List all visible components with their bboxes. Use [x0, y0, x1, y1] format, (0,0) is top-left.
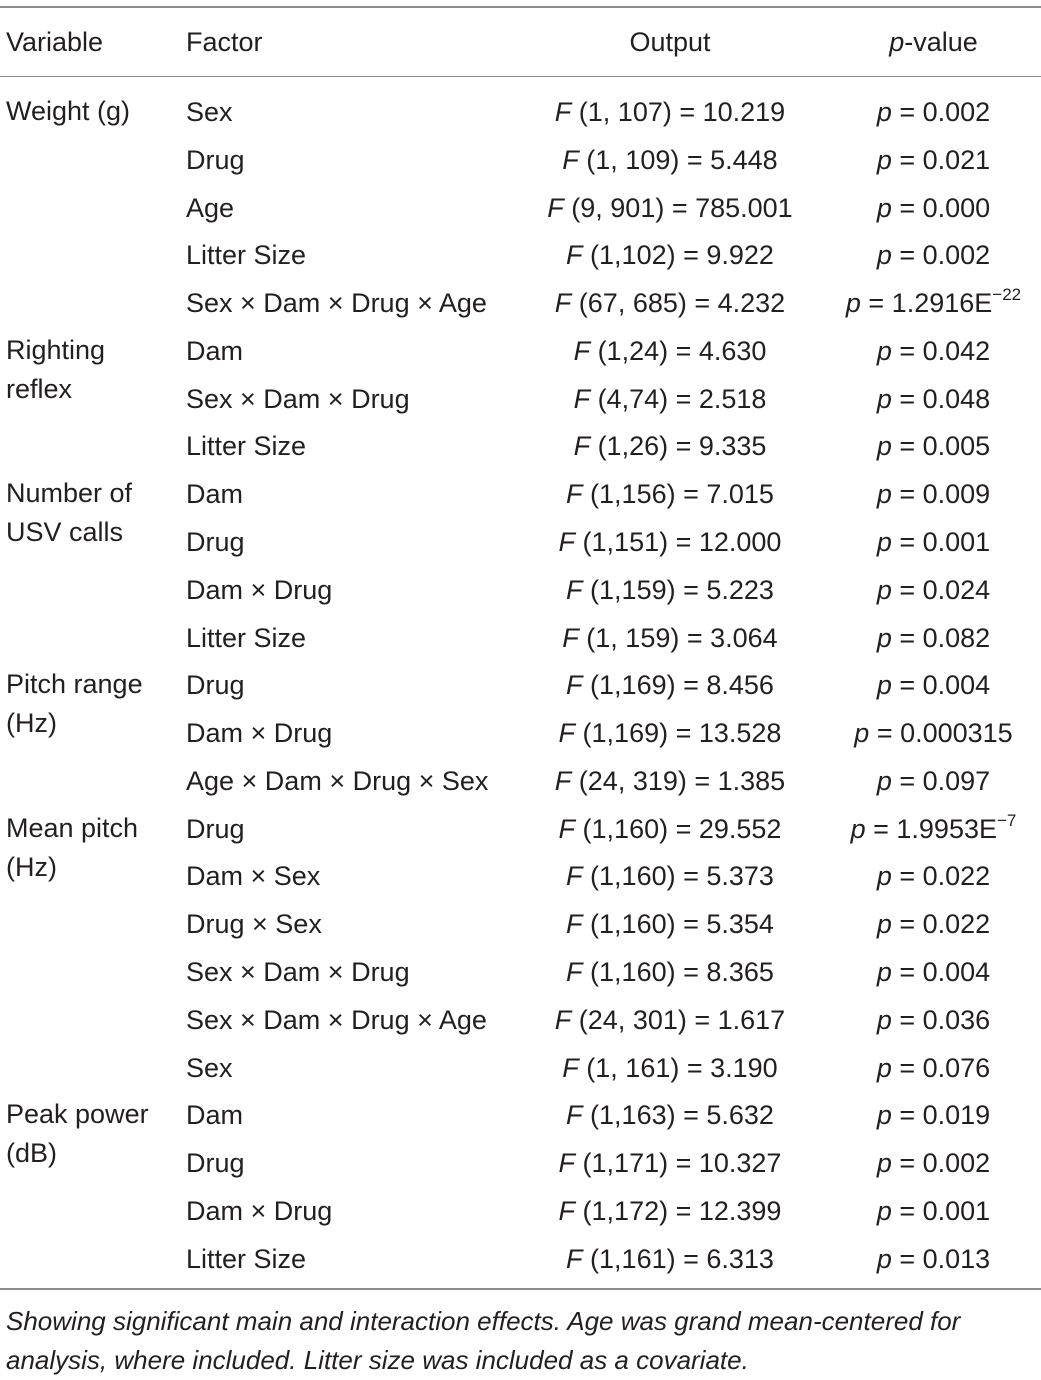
- p-symbol: p: [876, 765, 892, 796]
- pvalue-cell: p = 0.076: [876, 1052, 991, 1083]
- pvalue-cell: p = 0.097: [876, 765, 991, 796]
- stat-symbol: F: [558, 1195, 576, 1226]
- output-cell: F (1, 161) = 3.190: [562, 1052, 778, 1083]
- factor-cell: Sex × Dam × Drug: [186, 957, 410, 988]
- pvalue-cell: $p = 1.9953E^{-7}$: [850, 810, 1017, 844]
- factor-cell: Litter Size: [186, 240, 307, 271]
- output-cell: F (1,169) = 8.456: [566, 670, 774, 701]
- pvalue-cell: p = 0.048: [876, 383, 991, 414]
- pvalue-cell: p = 0.002: [876, 97, 991, 127]
- output-cell: F (1,102) = 9.922: [566, 240, 774, 271]
- stat-symbol: F: [566, 1100, 583, 1131]
- factor-cell: Dam: [186, 1100, 244, 1131]
- pvalue-cell: p = 0.022: [876, 909, 991, 940]
- pvalue-cell: p = 0.000: [876, 192, 991, 223]
- p-symbol: p: [876, 670, 892, 701]
- stat-symbol: F: [558, 813, 576, 844]
- p-symbol: p: [876, 861, 892, 892]
- factor-cell: Drug × Sex: [186, 909, 322, 940]
- p-symbol: p: [876, 240, 892, 271]
- output-cell: F (4,74) = 2.518: [573, 383, 767, 414]
- p-symbol: p: [876, 574, 892, 605]
- stat-symbol: F: [554, 765, 572, 796]
- header-pvalue-symbol: p: [889, 27, 905, 57]
- factor-cell: Dam: [186, 335, 244, 366]
- pvalue-cell: p = 0.021: [876, 144, 991, 175]
- pvalue-cell: p = 0.042: [876, 335, 991, 366]
- factor-cell: Dam × Sex: [186, 861, 321, 892]
- factor-cell: Drug: [186, 144, 245, 175]
- p-symbol: p: [876, 192, 892, 223]
- output-cell: F (24, 319) = 1.385: [554, 765, 786, 796]
- stat-symbol: F: [562, 622, 579, 653]
- output-cell: F (1,171) = 10.327: [558, 1148, 782, 1179]
- table-bottom-rule: [0, 1288, 1041, 1290]
- output-cell: F (1,172) = 12.399: [558, 1195, 782, 1226]
- factor-cell: Dam × Drug: [186, 574, 333, 605]
- pvalue-cell: p = 0.000315: [854, 718, 1013, 749]
- table-top-rule: [0, 6, 1041, 8]
- output-cell: F (1,169) = 13.528: [558, 718, 782, 749]
- variable-label: Peak power (dB): [6, 1099, 149, 1169]
- p-exponent: −7: [997, 810, 1017, 830]
- output-cell: F (24, 301) = 1.617: [554, 1004, 786, 1035]
- factor-cell: Age: [186, 192, 235, 223]
- output-cell: F (1,26) = 9.335: [573, 431, 767, 462]
- pvalue-cell: p = 0.013: [876, 1243, 991, 1274]
- pvalue-cell: $p = 1.2916E^{-22}$: [845, 285, 1022, 319]
- p-symbol: p: [876, 957, 892, 988]
- p-symbol: p: [845, 288, 861, 319]
- p-symbol: p: [876, 97, 892, 127]
- p-symbol: p: [876, 1052, 892, 1083]
- output-cell: F (1,163) = 5.632: [566, 1100, 774, 1131]
- factor-cell: Litter Size: [186, 431, 307, 462]
- pvalue-cell: p = 0.036: [876, 1004, 991, 1035]
- header-variable: Variable: [6, 27, 104, 57]
- output-cell: F (1,24) = 4.630: [573, 335, 767, 366]
- pvalue-cell: p = 0.004: [876, 957, 991, 988]
- p-symbol: p: [876, 622, 892, 653]
- stat-symbol: F: [566, 240, 583, 271]
- pvalue-cell: p = 0.001: [876, 1195, 991, 1226]
- stat-symbol: F: [566, 670, 583, 701]
- stat-symbol: F: [566, 574, 583, 605]
- pvalue-cell: p = 0.024: [876, 574, 991, 605]
- factor-cell: Sex: [186, 1052, 233, 1083]
- stat-symbol: F: [554, 97, 572, 127]
- p-symbol: p: [876, 1243, 892, 1274]
- output-cell: F (1, 107) = 10.219: [554, 97, 786, 127]
- output-cell: F (67, 685) = 4.232: [554, 288, 786, 319]
- table-caption: Showing significant main and interaction effects. Age was grand mean-centered for analysis, where included. Litter size was included as a covariate.: [6, 1306, 961, 1375]
- variable-label: Mean pitch (Hz): [6, 812, 139, 882]
- stat-symbol: F: [562, 1052, 579, 1083]
- factor-cell: Drug: [186, 670, 245, 701]
- p-symbol: p: [876, 431, 892, 462]
- factor-cell: Sex × Dam × Drug × Age: [186, 1004, 487, 1035]
- pvalue-cell: p = 0.019: [876, 1100, 991, 1131]
- factor-cell: Dam × Drug: [186, 718, 333, 749]
- stat-symbol: F: [558, 527, 576, 558]
- p-symbol: p: [876, 1195, 892, 1226]
- factor-cell: Litter Size: [186, 1243, 307, 1274]
- stat-symbol: F: [547, 192, 564, 223]
- output-cell: F (1,151) = 12.000: [558, 527, 782, 558]
- factor-cell: Dam × Drug: [186, 1195, 333, 1226]
- variable-label: Number of USV calls: [6, 478, 133, 548]
- p-symbol: p: [876, 335, 892, 366]
- stat-symbol: F: [573, 431, 591, 462]
- pvalue-cell: p = 0.004: [876, 670, 991, 701]
- stat-symbol: F: [558, 718, 576, 749]
- stat-symbol: F: [562, 144, 579, 175]
- header-factor: Factor: [186, 27, 263, 57]
- stat-symbol: F: [554, 1004, 572, 1035]
- output-cell: F (1,161) = 6.313: [566, 1243, 774, 1274]
- stat-symbol: F: [558, 1148, 576, 1179]
- pvalue-cell: p = 0.005: [876, 431, 991, 462]
- stat-symbol: F: [566, 957, 583, 988]
- output-cell: F (1,156) = 7.015: [566, 479, 774, 510]
- p-symbol: p: [876, 1004, 892, 1035]
- factor-cell: Sex × Dam × Drug: [186, 383, 410, 414]
- factor-cell: Sex × Dam × Drug × Age: [186, 288, 487, 319]
- factor-cell: Drug: [186, 527, 245, 558]
- stat-symbol: F: [566, 861, 583, 892]
- pvalue-cell: p = 0.002: [876, 1148, 991, 1179]
- factor-cell: Sex: [186, 97, 233, 127]
- header-pvalue: [826, 22, 1041, 62]
- variable-label: Pitch range (Hz): [6, 669, 143, 739]
- stat-symbol: F: [573, 383, 591, 414]
- factor-cell: Drug: [186, 813, 245, 844]
- p-symbol: p: [876, 1100, 892, 1131]
- stat-symbol: F: [566, 479, 583, 510]
- p-symbol: p: [850, 813, 866, 844]
- pvalue-cell: p = 0.009: [876, 479, 991, 510]
- output-cell: F (1,160) = 29.552: [558, 813, 782, 844]
- output-cell: F (9, 901) = 785.001: [547, 192, 793, 223]
- p-symbol: p: [876, 144, 892, 175]
- factor-cell: Dam: [186, 479, 244, 510]
- p-symbol: p: [876, 527, 892, 558]
- pvalue-cell: p = 0.002: [876, 240, 991, 271]
- pvalue-cell: p = 0.022: [876, 861, 991, 892]
- factor-cell: Drug: [186, 1148, 245, 1179]
- factor-cell: Litter Size: [186, 622, 307, 653]
- variable-label: Weight (g): [6, 96, 131, 126]
- p-symbol: p: [876, 383, 892, 414]
- pvalue-cell: p = 0.082: [876, 622, 991, 653]
- stat-symbol: F: [566, 909, 583, 940]
- p-symbol: p: [876, 479, 892, 510]
- p-symbol: p: [876, 909, 892, 940]
- output-cell: F (1,160) = 8.365: [566, 957, 774, 988]
- pvalue-cell: p = 0.001: [876, 527, 991, 558]
- header-output: Output: [629, 27, 711, 57]
- p-exponent: −22: [992, 285, 1022, 305]
- output-cell: F (1,160) = 5.373: [566, 861, 774, 892]
- output-cell: F (1,160) = 5.354: [566, 909, 774, 940]
- table-header-rule: [0, 76, 1041, 77]
- p-symbol: p: [854, 718, 870, 749]
- output-cell: F (1, 159) = 3.064: [562, 622, 778, 653]
- stat-symbol: F: [566, 1243, 583, 1274]
- factor-cell: Age × Dam × Drug × Sex: [186, 765, 489, 796]
- output-cell: F (1, 109) = 5.448: [562, 144, 778, 175]
- variable-label: Righting reflex: [6, 334, 106, 404]
- stat-symbol: F: [554, 288, 572, 319]
- header-pvalue-suffix: -value: [904, 27, 978, 57]
- stat-symbol: F: [573, 335, 591, 366]
- output-cell: F (1,159) = 5.223: [566, 574, 774, 605]
- p-symbol: p: [876, 1148, 892, 1179]
